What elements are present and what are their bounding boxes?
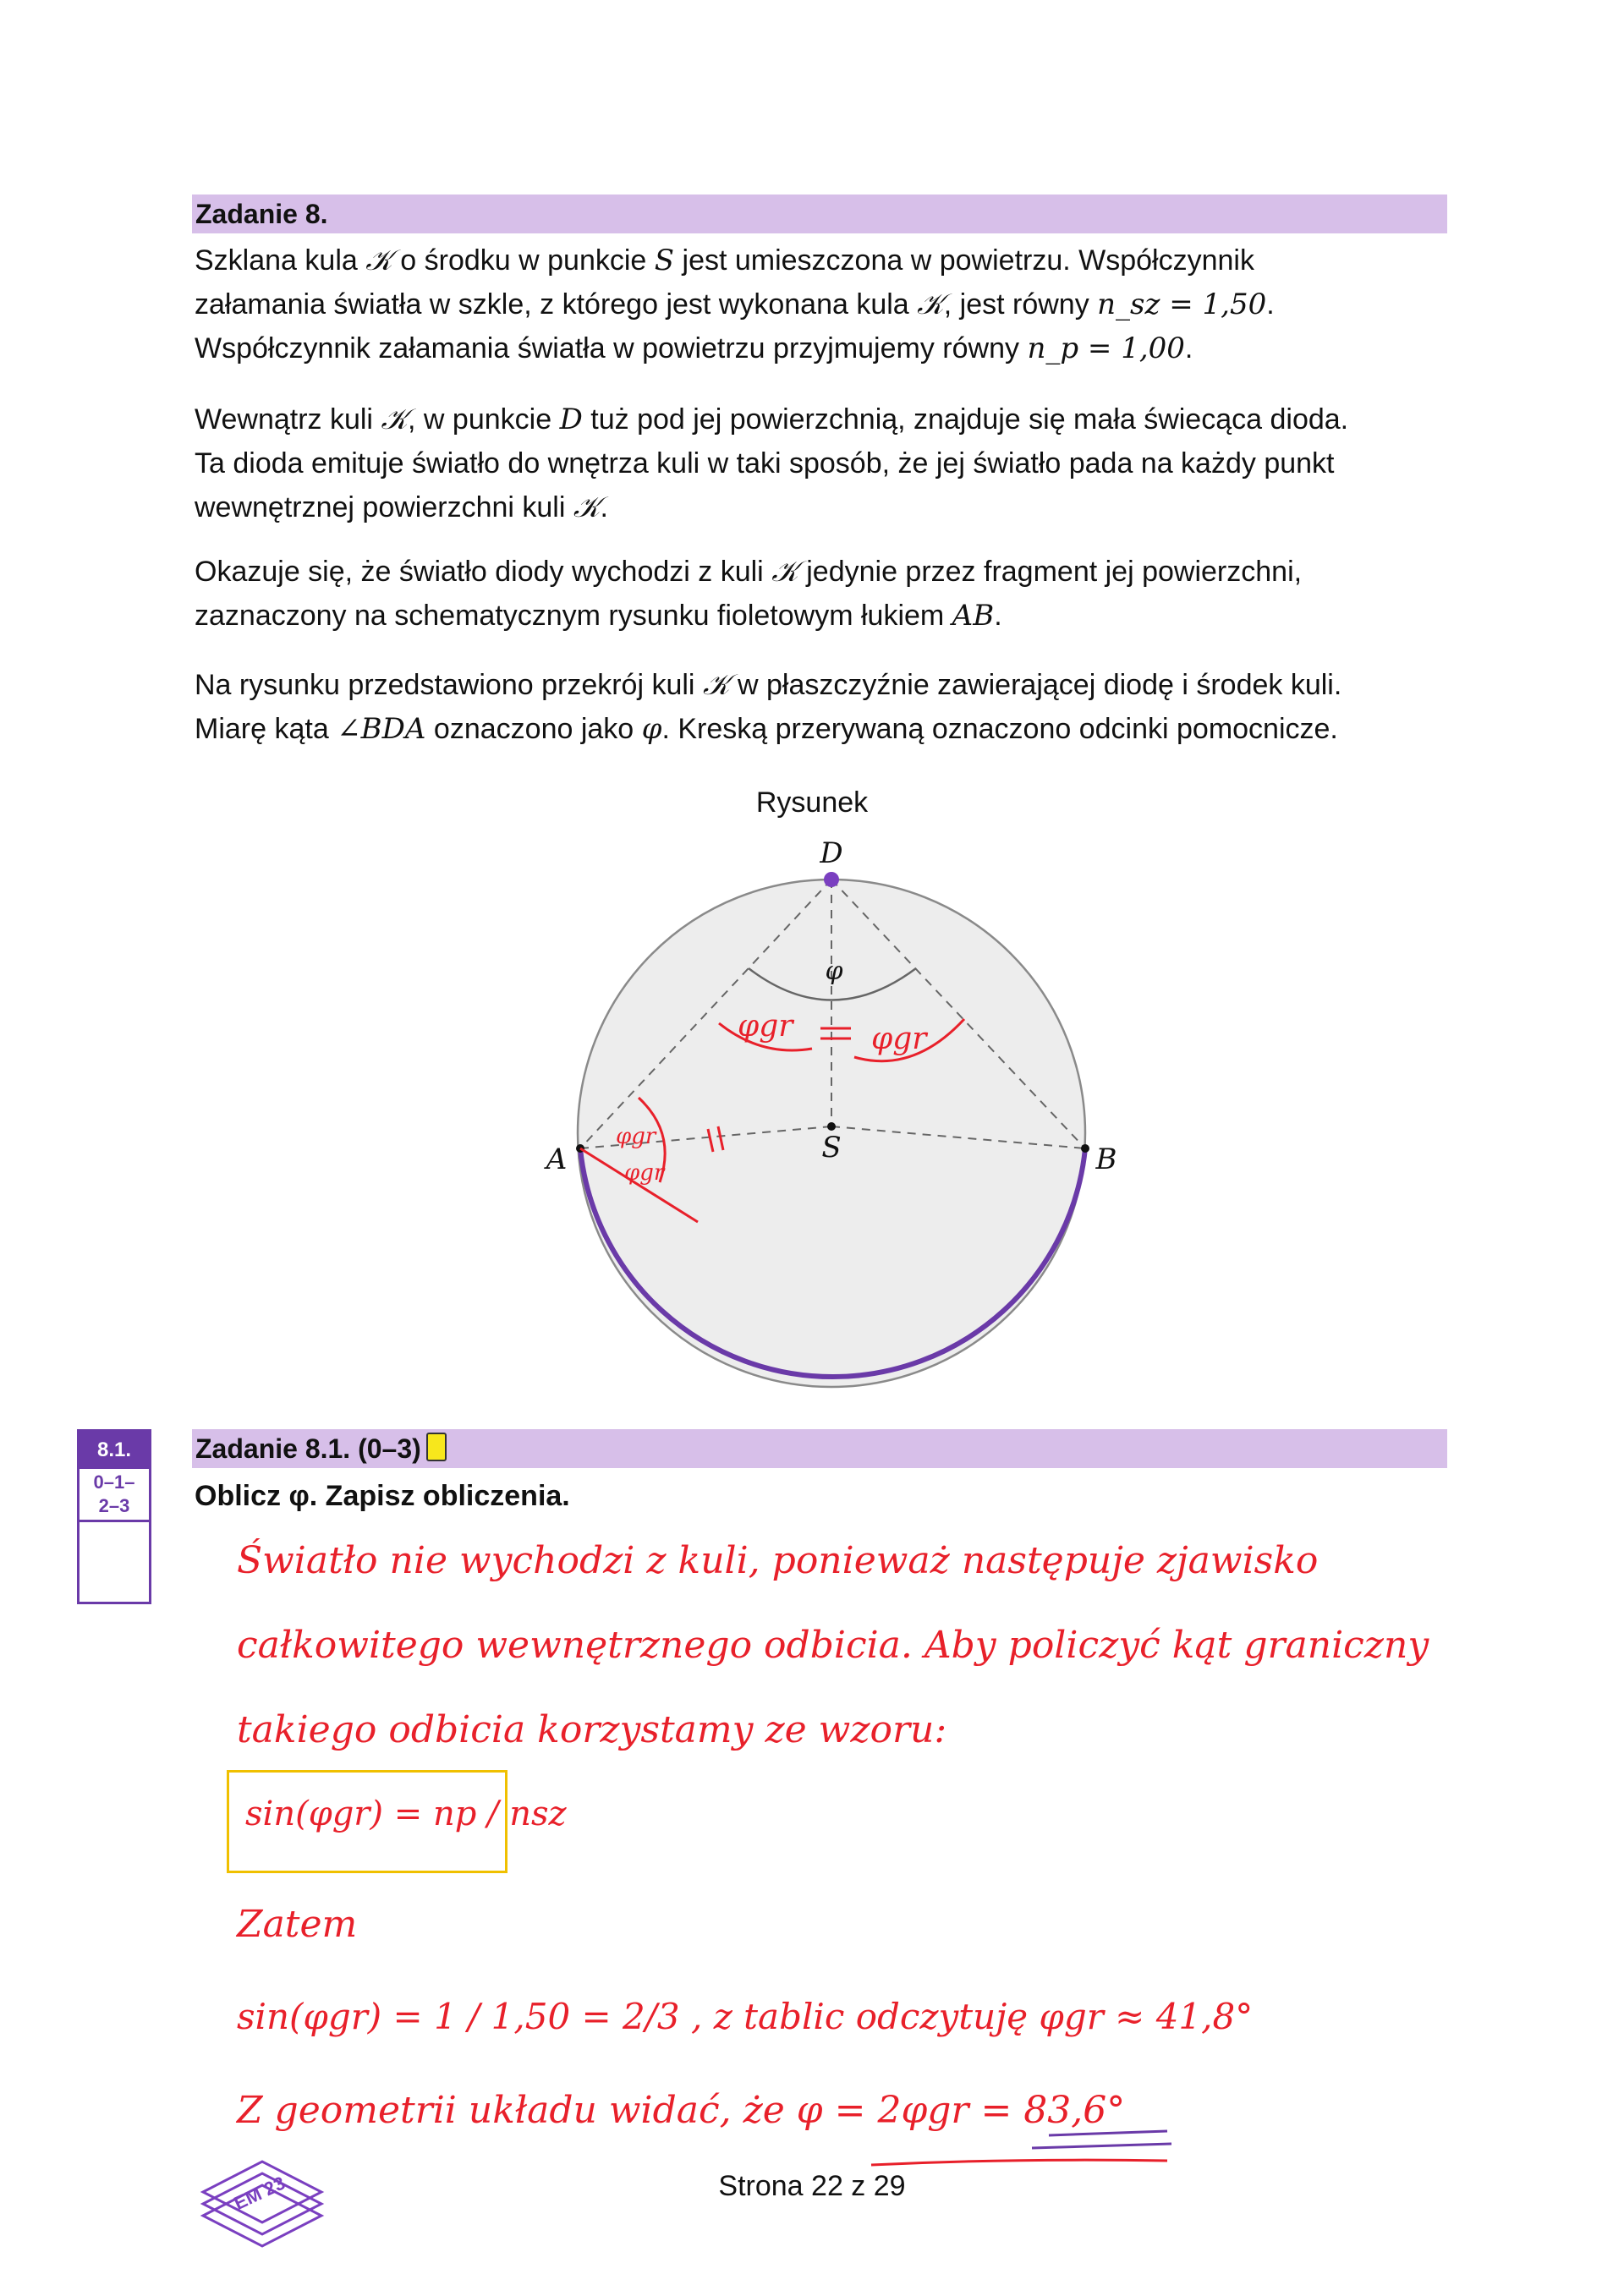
- points-scale: [80, 1469, 149, 1522]
- text: w płaszczyźnie zawierającej diodę i środek kuli.: [729, 669, 1342, 701]
- answer-line-1: Światło nie wychodzi z kuli, ponieważ następuje zjawisko: [237, 1539, 1319, 1582]
- text: załamania światła w szkle, z którego jest wykonana kula: [195, 288, 918, 321]
- text: .: [1266, 288, 1275, 321]
- arc-symbol: AB: [952, 599, 995, 633]
- text: zaznaczony na schematycznym rysunku fioletowym łukiem: [195, 600, 952, 632]
- center-point: [827, 1122, 836, 1131]
- hand-phi-gr-a1: φgr: [616, 1124, 656, 1149]
- answer-line-5: sin(φgr) = 1 / 1,50 = 2/3 , z tablic odczytuję φgr ≈ 41,8°: [237, 1996, 1254, 2037]
- text: Współczynnik załamania światła w powietrzu przyjmujemy równy: [195, 332, 1028, 364]
- label-b: B: [1095, 1143, 1117, 1176]
- label-phi: φ: [825, 956, 843, 986]
- logo-text: EM 23: [230, 2172, 288, 2214]
- text: .: [1184, 332, 1193, 364]
- point-b: [1081, 1144, 1089, 1153]
- label-a: A: [546, 1143, 568, 1176]
- text: Wewnątrz kuli: [195, 403, 381, 436]
- text: . Kreską przerywaną oznaczono odcinki pomocnicze.: [661, 713, 1338, 745]
- calculator-icon: [426, 1433, 447, 1461]
- center-symbol: S: [654, 244, 675, 277]
- answer-line-6: Z geometrii układu widać, że φ = 2φgr = 83,6°: [237, 2089, 1126, 2132]
- text: , w punkcie: [408, 403, 560, 436]
- text: , jest równy: [943, 288, 1098, 321]
- diode-symbol: D: [559, 403, 583, 436]
- page-number: Strona 22 z 29: [718, 2170, 906, 2202]
- sphere-symbol: 𝒦: [381, 403, 409, 436]
- text: Szklana kula: [195, 244, 366, 277]
- hand-phi-gr-a2: φgr: [624, 1160, 665, 1186]
- answer-formula: sin(φgr) = np / nsz: [245, 1795, 567, 1833]
- text: o środku w punkcie: [392, 244, 655, 277]
- text: Na rysunku przedstawiono przekrój kuli: [195, 669, 703, 701]
- label-s: S: [821, 1131, 842, 1164]
- subtask-title: Zadanie 8.1. (0–3): [195, 1433, 421, 1464]
- text: oznaczono jako: [425, 713, 642, 745]
- glass-index: n_sz = 1,50: [1097, 288, 1267, 321]
- diode-point: [824, 872, 839, 887]
- answer-line-2: całkowitego wewnętrznego odbicia. Aby policzyć kąt graniczny: [237, 1624, 1429, 1667]
- text: tuż pod jej powierzchnią, znajduje się mała świecąca dioda.: [582, 403, 1349, 436]
- text: Ta dioda emituje światło do wnętrza kuli w taki sposób, że jej światło pada na każdy punkt: [195, 447, 1335, 479]
- sphere-symbol: 𝒦: [573, 490, 601, 524]
- sphere-symbol: 𝒦: [917, 288, 944, 321]
- sphere-symbol: 𝒦: [771, 555, 798, 589]
- text: Okazuje się, że światło diody wychodzi z kuli: [195, 556, 772, 588]
- answer-line-4: Zatem: [237, 1903, 358, 1946]
- subtask-banner: [192, 1429, 1447, 1468]
- result-underline: [871, 2160, 1167, 2165]
- text: jedynie przez fragment jej powierzchni,: [798, 556, 1303, 588]
- text: .: [600, 491, 608, 523]
- figure-caption: Rysunek: [755, 786, 869, 819]
- hand-phi-gr-left: φgr: [738, 1009, 793, 1044]
- answer-line-3: takiego odbicia korzystamy ze wzoru:: [237, 1708, 947, 1751]
- points-box: [77, 1429, 151, 1604]
- air-index: n_p = 1,00: [1027, 332, 1185, 365]
- text: jest umieszczona w powietrzu. Współczynnik: [674, 244, 1254, 277]
- task-title: Zadanie 8.: [192, 195, 1447, 233]
- angle-symbol: ∠BDA: [337, 712, 426, 746]
- text: Miarę kąta: [195, 713, 337, 745]
- sphere-symbol: 𝒦: [365, 244, 392, 277]
- label-d: D: [820, 836, 843, 870]
- points-line-2: 2–3: [98, 1495, 130, 1516]
- hand-phi-gr-right: φgr: [871, 1022, 927, 1056]
- text: wewnętrznej powierzchni kuli: [195, 491, 573, 523]
- phi-symbol: φ: [641, 712, 662, 746]
- sphere-symbol: 𝒦: [702, 668, 730, 702]
- text: .: [994, 600, 1002, 632]
- points-line-1: 0–1–: [93, 1471, 135, 1493]
- subtask-instruction: Oblicz φ. Zapisz obliczenia.: [195, 1480, 570, 1512]
- result-double-underline: [1032, 2131, 1171, 2148]
- subtask-number: 8.1.: [80, 1432, 149, 1469]
